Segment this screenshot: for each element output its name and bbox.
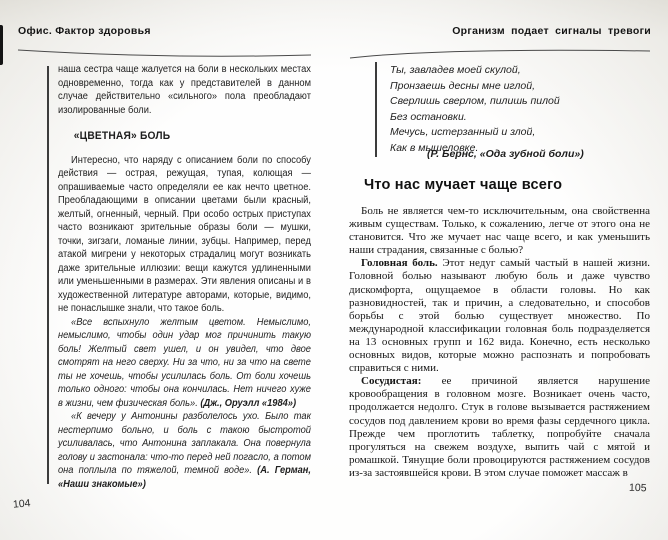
paragraph-vascular [349,375,650,480]
poem-rule [375,62,377,157]
page-number-left: 104 [12,497,32,511]
section-heading: Что нас мучает чаще всего [364,177,563,193]
running-head-right: Организм подает сигналы тревоги [452,25,651,37]
poem-line: Как в мышеловке. [390,141,479,154]
header-rule-right [348,44,652,62]
subsection-heading-color-pain: «ЦВЕТНАЯ» БОЛЬ [73,130,171,142]
paragraph-vascular-lead: Сосудистая: [361,375,422,388]
poem-burns [390,63,560,156]
running-head-left: Офис. Фактор здоровья [18,25,151,37]
quote-orwell [58,316,311,411]
poem-line: Ты, завладев моей скулой, [390,64,521,76]
quote-german-attribution: (А. Герман, «Наши знакомые») [58,465,311,490]
right-page-text [349,205,650,480]
poem-line: Без остановки. [390,110,467,123]
poem-attribution: (Р. Бернс, «Ода зубной боли») [427,148,584,160]
paragraph-intro: наша сестра чаще жалуется на боли в нескольких местах одновременно, тогда как у представителей в данном случае действительно «сильного» пола преобладают изолированные боли. [58,64,311,116]
paragraph-headache-lead: Головная боль. [361,257,438,270]
quote-orwell-attribution: (Дж., Оруэлл «1984») [200,397,297,409]
quote-german [58,410,311,491]
paragraph-headache [349,257,650,375]
paragraph-vascular-text: ее причиной является нарушение кровообращения в головном мозге. Возникает очень часто, продолжается недолго. Стук в голове вызывается растяжением сосудов под давлением крови во время фазы сердечного цикла. Прежде чем проглотить таблетку, попробуйте сначала прогуляться на свежем воздухе, выпить чай с мятой и ромашкой. Тянущие боли провоцируются растяжением сосудов из-за застоявшейся крови. В этом случае поможет массаж в [349,375,650,479]
header-rule-left [16,44,314,60]
margin-rule-left [47,66,49,484]
paragraph-color-pain: Интересно, что наряду с описанием боли по способу действия — острая, режущая, тупая, колющая — опрашиваемые часто определяли ее как нечто цветное. Преобладающими в описании цветами были красный, желтый, огненный, черный. При особо острых приступах часто возникают зрительные образы боли — мушки, точки, зигзаги, ломаные линии, зубцы. Например, перед атакой мигрени у некоторых страдалиц могут возникать даже зрительные иллюзии: вещи кажутся удлиненными или уменьшенными в размерах. Эти явления описаны и в художественной литературе авторами, которые, видимо, не понаслышке знали, что такое боль. [58,154,311,314]
paragraph-headache-text: Этот недуг самый частый в нашей жизни. Головной болью называют любую боль и даже чувство дискомфорта, ощущаемое в области головы. Но как разновидностей, так и причин, а следовательно, и способов борьбы с этой болью существует множество. По международной классификации головная боль подразделяется на 13 основных групп и 162 вида. Конечно, есть несколько основных видов, которые можно распознать и попробовать справиться с ними. [349,257,650,375]
left-page-text [58,63,311,491]
paragraph-pain-common: Боль не является чем-то исключительным, она свойственна живым существам. Только, к сожалению, легче от этого она не становится. Что же мучает нас чаще всего, и как уменьшить наши страдания, связанные с болью? [349,205,650,257]
poem-line: Пронзаешь десны мне иглой, [390,79,536,92]
quote-orwell-text: «Все вспыхнуло желтым цветом. Немыслимо, немыслимо, чтобы один удар мог причинить такую боль! Желтый свет ушел, и он увидел, что двое смотрят на него сверху. Ни за что, ни за что на свете ты не хочешь, чтобы усилилась боль. От боли хочешь только одного: чтобы она кончилась. Нет ничего хуже в жизни, чем физическая боль». [58,316,311,409]
quote-german-text: «К вечеру у Антонины разболелось ухо. Было так нестерпимо больно, и боль с такою быстротой усиливалась, что Антонина заплакала. Она повернула голову и застонала: что-то перед ней погасло, а потом она поплыла по тяжелой, темной воде». [58,411,311,476]
poem-line: Сверлишь сверлом, пилишь пилой [390,95,560,107]
scan-artifact [0,25,3,65]
poem-line: Мечусь, истерзанный и злой, [390,126,536,138]
page-number-right: 105 [628,481,647,495]
